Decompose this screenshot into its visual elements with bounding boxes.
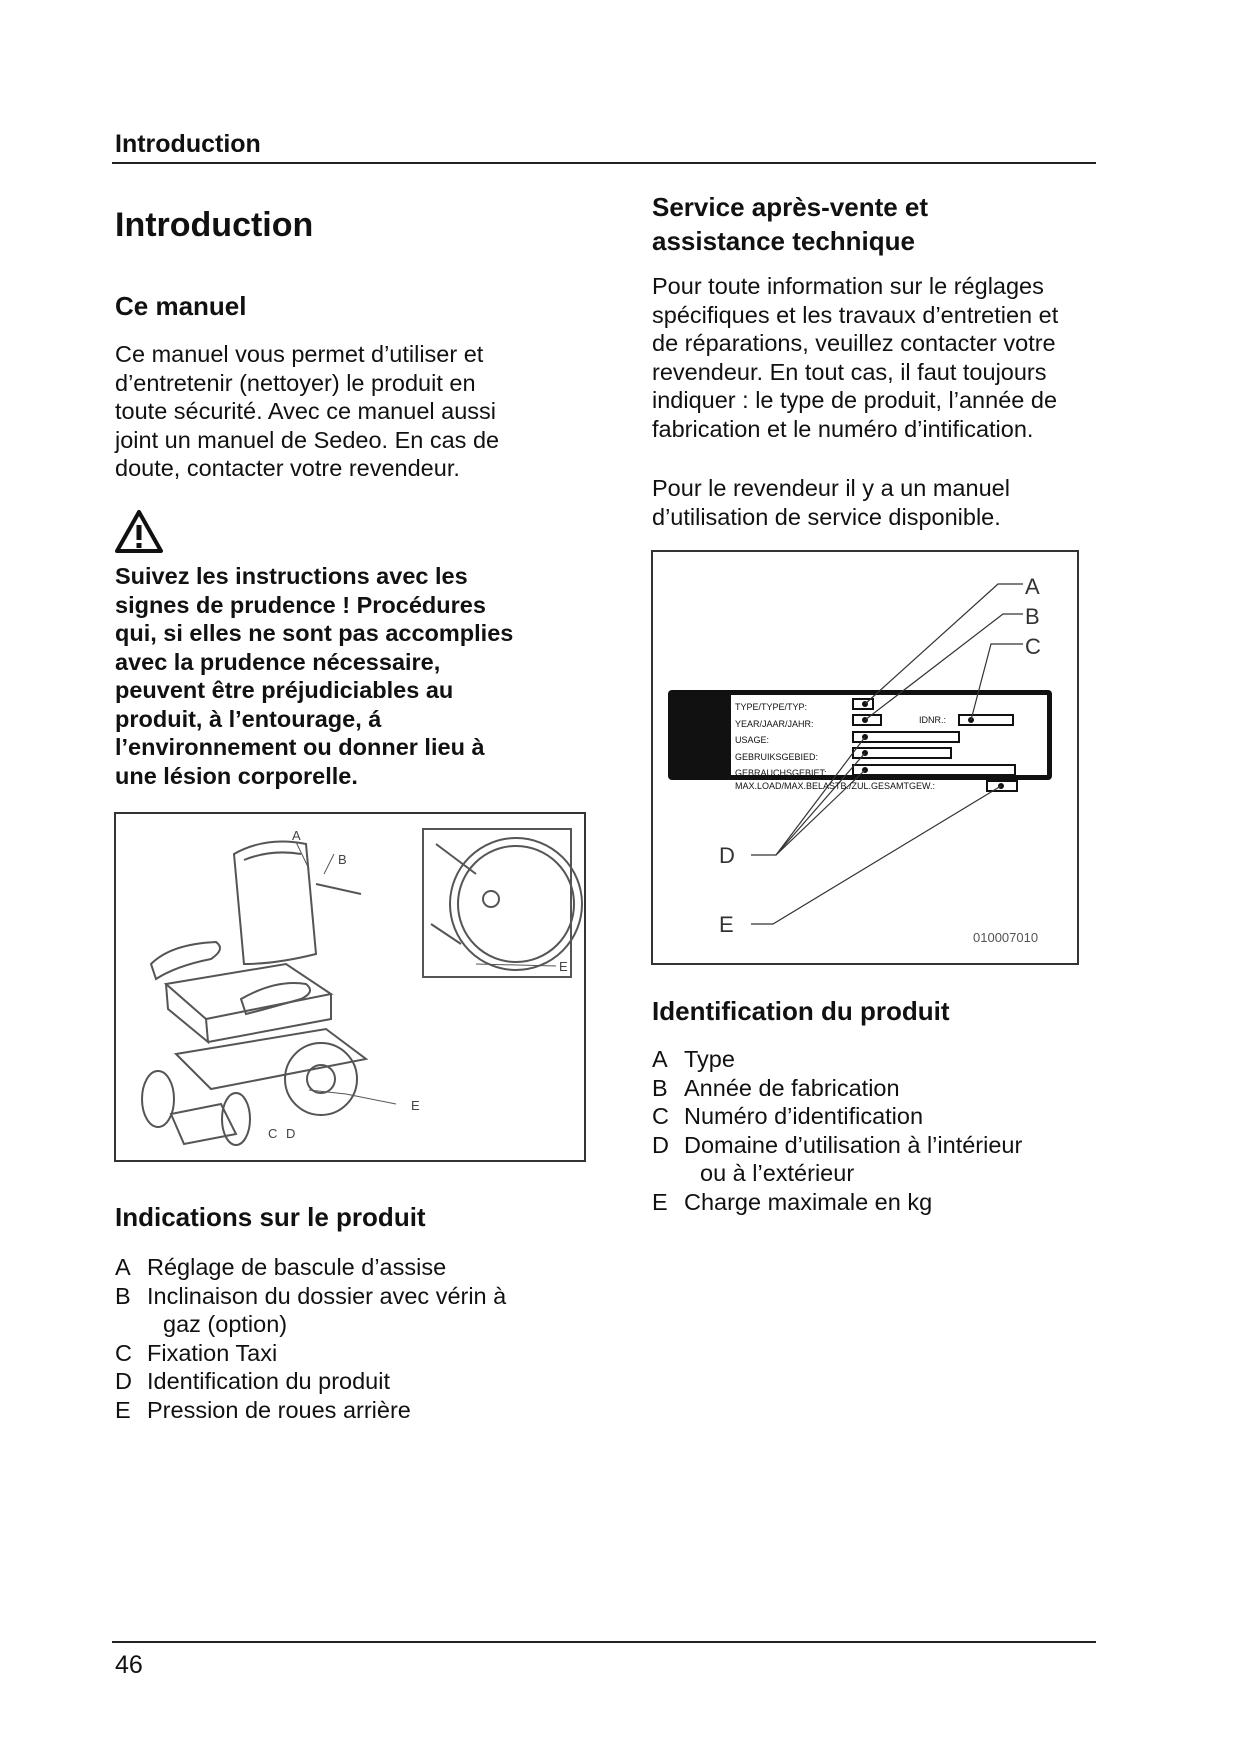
running-header: Introduction <box>115 130 261 158</box>
list-item: E Pression de roues arrière <box>115 1396 411 1423</box>
list-item: A Réglage de bascule d’assise <box>115 1254 447 1280</box>
text-line: fabrication et le numéro d’intification. <box>652 415 1034 442</box>
callout-b: B <box>338 852 347 867</box>
product-label-figure <box>651 550 1079 965</box>
page-title: Introduction <box>115 206 314 244</box>
text-line: peuvent être préjudiciables au <box>115 677 454 703</box>
callout-e-inset: E <box>559 959 568 974</box>
list-item: C Fixation Taxi <box>115 1339 278 1366</box>
callout-d: D <box>719 843 735 868</box>
section-heading-manual: Ce manuel <box>115 291 247 321</box>
service-paragraph-2 <box>652 474 1102 531</box>
text-line: indiquer : le type de produit, l’année de <box>652 387 1058 413</box>
text-line: Pour toute information sur le réglages <box>652 273 1044 299</box>
text-line: Ce manuel vous permet d’utiliser et <box>115 341 484 367</box>
text-line: d’utilisation de service disponible. <box>652 503 1001 530</box>
text-line: spécifiques et les travaux d’entretien et <box>652 301 1059 328</box>
header-rule <box>112 162 1096 164</box>
figure-code: 010007010 <box>973 930 1039 945</box>
label-field-maxload: MAX.LOAD/MAX.BELASTB./ZUL.GESAMTGEW.: <box>735 781 936 791</box>
text-line: avec la prudence nécessaire, <box>115 648 441 675</box>
warning-triangle-icon <box>114 508 164 554</box>
list-item: B Année de fabrication <box>652 1074 900 1101</box>
callout-d: D <box>286 1126 296 1141</box>
list-item: C Numéro d’identification <box>652 1103 924 1129</box>
text-line: de réparations, veuillez contacter votre <box>652 330 1056 356</box>
list-item: D Domaine d’utilisation à l’intérieur ou à l’extérieur <box>652 1131 1023 1186</box>
text-line: qui, si elles ne sont pas accomplies <box>115 620 514 646</box>
footer-rule <box>112 1641 1096 1643</box>
text-line: signes de prudence ! Procédures <box>115 591 486 618</box>
label-drawing <box>653 552 1077 963</box>
text-line: revendeur. En tout cas, il faut toujours <box>652 358 1047 385</box>
list-item: E Charge maximale en kg <box>652 1188 933 1215</box>
text-line: produit, à l’entourage, á <box>115 705 382 732</box>
section-heading-indications: Indications sur le produit <box>115 1202 426 1232</box>
identification-list <box>652 1045 1092 1216</box>
callout-c: C <box>1025 634 1041 659</box>
manual-paragraph <box>115 340 575 483</box>
wheelchair-drawing <box>116 814 584 1160</box>
callout-a: A <box>1025 574 1040 599</box>
text-line: d’entretenir (nettoyer) le produit en <box>115 369 476 396</box>
callout-b: B <box>1025 604 1040 629</box>
indications-list <box>115 1253 595 1424</box>
callout-c: C <box>268 1126 278 1141</box>
page-number: 46 <box>115 1651 143 1679</box>
text-line: Suivez les instructions avec les <box>115 563 468 589</box>
callout-e-main: E <box>411 1098 420 1113</box>
section-heading-service <box>652 190 928 258</box>
label-field-text: TYPE/TYPE/TYP: YEAR/JAAR/JAHR: USAGE: GEBRUIKSGEBIED: GEBRAUCHSGEBIET: <box>735 702 827 778</box>
section-heading-identification: Identification du produit <box>652 996 950 1026</box>
warning-text <box>115 562 585 790</box>
callout-a: A <box>292 828 301 843</box>
text-line: doute, contacter votre revendeur. <box>115 455 460 481</box>
text-line: Pour le revendeur il y a un manuel <box>652 475 1010 501</box>
text-line: une lésion corporelle. <box>115 762 358 789</box>
text-line: joint un manuel de Sedeo. En cas de <box>115 426 500 453</box>
list-item: D Identification du produit <box>115 1368 390 1394</box>
label-field-idnr: IDNR.: <box>919 715 946 725</box>
callout-e: E <box>719 912 734 937</box>
text-line: toute sécurité. Avec ce manuel aussi <box>115 398 497 424</box>
heading-line: Service après-vente et <box>652 192 929 222</box>
wheelchair-figure <box>114 812 586 1162</box>
heading-line: assistance technique <box>652 226 915 256</box>
list-item: A Type <box>652 1046 735 1072</box>
service-paragraph-1 <box>652 272 1102 443</box>
list-item: B Inclinaison du dossier avec vérin à gaz (option) <box>115 1282 507 1337</box>
text-line: l’environnement ou donner lieu à <box>115 734 485 760</box>
